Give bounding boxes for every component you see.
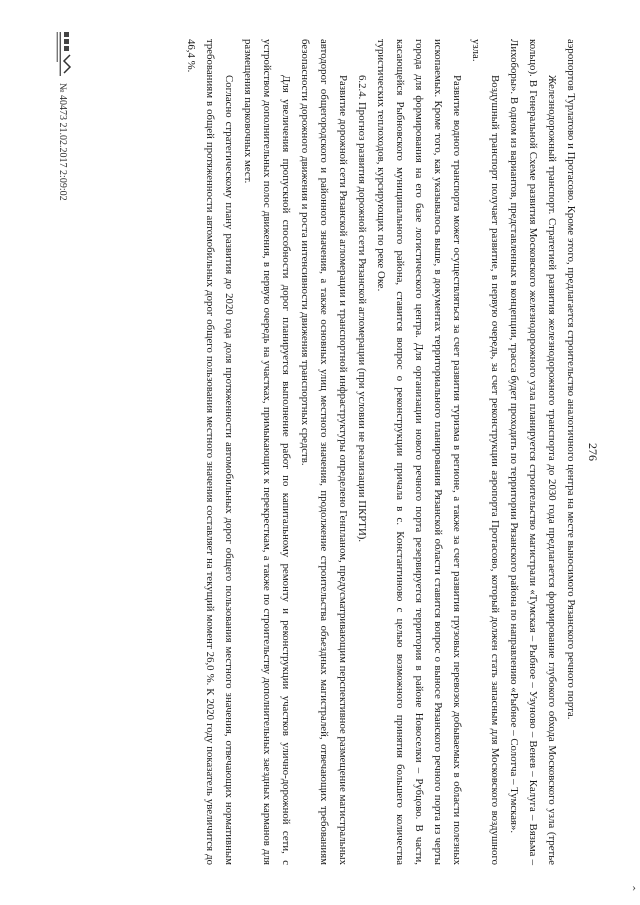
paragraph: аэропортов Турлатово и Протасово. Кроме этого, предлагается строительство аналогичного центра на месте выносимого Рязанского речного порта. xyxy=(565,39,577,720)
paragraph: Железнодорожный транспорт. Стратегией развития железнодорожного транспорта до 2030 года предлагается формирование глубокого обхода Московского узла (третье кольцо). В Генеральной Схеме развития Московского железнодорожного узла планируется строительство магистрали «Тумская – Рыбное – Узуново – Венев – Калуга – Вязьма – Лихоборы». В одном из вариантов, представленных в концепции, трасса будет проходить по территории Рязанского района по направлению «Рыбное – Солотча – Тумская». xyxy=(508,39,558,865)
document-registry-logo-icon xyxy=(54,31,72,77)
paragraph: Развитие дорожной сети Рязанской агломерации и транспортной инфраструктуры определено Генпланом, предусматривающим перспективное размещение магистральных автодорог общегородского и районного значения, а также основных улиц местного значения, продолжение строительства объездных магистралей, отвечающих требованиям безопасности дорожного движения и роста интенсивности движения транспортных средств. xyxy=(299,39,349,865)
rotated-content xyxy=(40,27,600,877)
paragraph: Развитие водного транспорта может осуществляться за счет развития туризма в регионе, а также за счет развития грузовых перевозок добываемых в области полезных ископаемых. Кроме того, как указывалось выше, в документах территориального планирования Рязанской области ставится вопрос о выносе Рязанского речного порта из черты города для формирования на его базе логистического центра. Для организации нового речного порта резервируется территория в районе Новоселки – Рубцово. В части, касающейся Рыбновского муниципального района, ставится вопрос о реконструкции причала в с. Константиново с целью возможного принятия большего количества туристических теплоходов, курсирующих по реке Оке. xyxy=(375,39,463,865)
paragraph: Воздушный транспорт получает развитие, в первую очередь, за счет реконструкции аэропорта Протасово, который должен стать запасным для Московского воздушного узла. xyxy=(470,39,501,865)
paragraph: Согласно стратегическому плану развития до 2020 года доля протяженности автомобильных дорог общего пользования местного значения, отвечающих нормативным требованиям в общей протяженности автомобильных дорог общего пользования местного значения составляет на текущий момент 26,0 %. К 2020 году показатель увеличится до 46,4 %. xyxy=(185,39,235,865)
page-number: 276 xyxy=(586,443,600,461)
margin-mark: › xyxy=(632,880,636,894)
body-text xyxy=(181,39,580,865)
registration-stamp xyxy=(54,31,72,201)
paragraph: Для увеличения пропускной способности дорог планируется выполнение работ по капитальному ремонту и реконструкции участков улично-дорожной сети, с устройством дополнительных полос движения, в первую очередь на участках, примыкающих к перекресткам, а также по строительству дополнительных заездных карманов для размещения парковочных мест. xyxy=(242,39,292,865)
section-heading: 6.2.4. Прогноз развития дорожной сети Рязанской агломерации (при условии не реализации ПКРТИ). xyxy=(356,75,368,543)
stamp-text: № 40473 21.02.2017 2:09:02 xyxy=(57,83,69,201)
